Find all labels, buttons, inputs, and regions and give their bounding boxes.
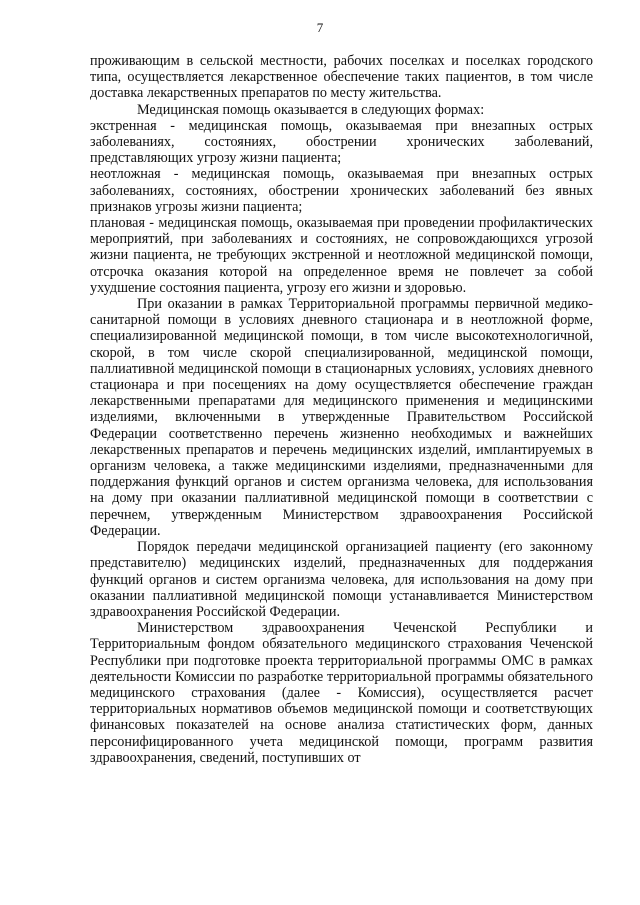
page-number: 7 bbox=[316, 20, 324, 35]
paragraph-forms-intro: Медицинская помощь оказывается в следующих формах: bbox=[137, 101, 485, 118]
paragraph-ministry-calculation: Министерством здравоохранения Чеченской Республики и Территориальным фондом обязательного медицинского страхования Чеченской Республики при подготовке проекта территориальной программы ОМС в рамках деятельности Комиссии по разработке территориальной программы обязательного медицинского страхования (далее - Комиссия), осуществляется расчет территориальных нормативов объемов медицинской помощи и соответствующих финансовых показателей на основе анализа статистических форм, данных персонифицированного учета медицинской помощи, программ развития здравоохранения, сведений, поступивших от bbox=[90, 620, 593, 766]
paragraph-drug-provision: При оказании в рамках Территориальной программы первичной медико-санитарной помощи в условиях дневного стационара и в неотложной форме, специализированной медицинской помощи, в том числе высокотехнологичной, скорой, в том числе скорой специализированной, медицинской помощи, паллиативной медицинской помощи в стационарных условиях, условиях дневного стационара и при посещениях на дому осуществляется обеспечение граждан лекарственными препаратами для медицинского применения и медицинскими изделиями, включенными в утвержденные Правительством Российской Федерации соответственно перечень жизненно необходимых и важнейших лекарственных препаратов и перечень медицинских изделий, имплантируемых в организм человека, а также медицинскими изделиями, предназначенными для поддержания функций органов и систем организма человека, для использования на дому при оказании паллиативной медицинской помощи в соответствии с перечнем, утвержденным Министерством здравоохранения Российской Федерации. bbox=[90, 296, 593, 539]
paragraph-form-emergency: экстренная - медицинская помощь, оказываемая при внезапных острых заболеваниях, состояниях, обострении хронических заболеваний, представляющих угрозу жизни пациента; bbox=[90, 117, 593, 167]
paragraph-form-urgent: неотложная - медицинская помощь, оказываемая при внезапных острых заболеваниях, состояниях, обострении хронических заболеваний без явных признаков угрозы жизни пациента; bbox=[90, 166, 593, 215]
paragraph-form-planned: плановая - медицинская помощь, оказываемая при проведении профилактических мероприятий, при заболеваниях и состояниях, не сопровождающихся угрозой жизни пациента, не требующих экстренной и неотложной медицинской помощи, отсрочка оказания которой на определенное время не повлечет за собой ухудшение состояния пациента, угрозу его жизни и здоровью. bbox=[90, 215, 593, 296]
paragraph-device-transfer: Порядок передачи медицинской организацией пациенту (его законному представителю) медицинских изделий, предназначенных для поддержания функций органов и систем организма человека, для использования на дому при оказании паллиативной медицинской помощи устанавливается Министерством здравоохранения Российской Федерации. bbox=[90, 539, 593, 620]
document-body bbox=[90, 53, 593, 766]
paragraph-rural-supply: проживающим в сельской местности, рабочих поселках и поселках городского типа, осуществляется лекарственное обеспечение таких пациентов, в том числе доставка лекарственных препаратов по месту жительства. bbox=[90, 53, 593, 102]
